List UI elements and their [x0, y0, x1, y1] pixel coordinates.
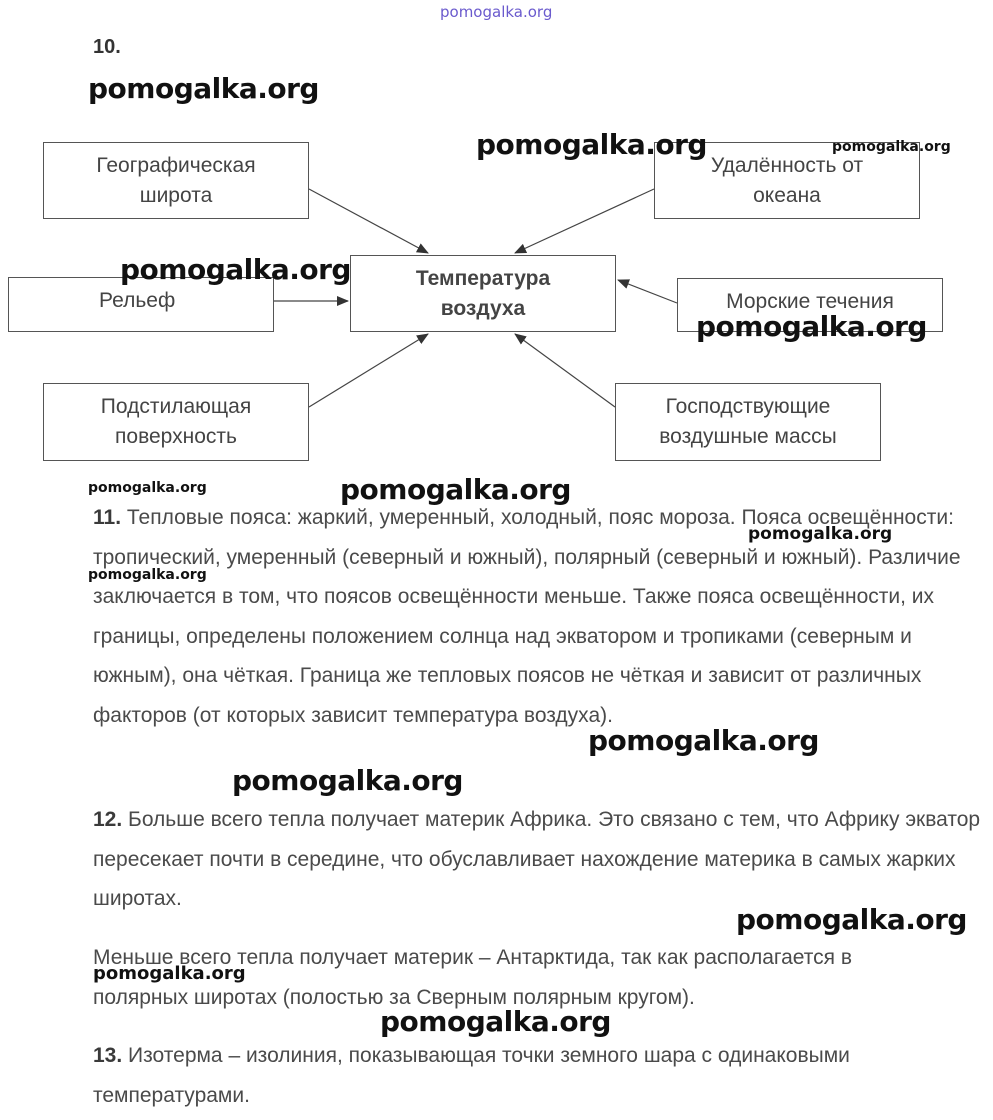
arrow-sea-currents	[618, 280, 677, 303]
watermark: pomogalka.org	[120, 253, 351, 286]
task-12-number: 12.	[93, 808, 123, 831]
watermark: pomogalka.org	[832, 139, 951, 155]
box-air-temperature-line1: Температура	[415, 266, 551, 290]
task-12-text-2: Меньше всего тепла получает материк – Антарктида, так как располагается в полярных широтах (полостью за Сверным полярным кругом).	[93, 946, 853, 1009]
task-13-paragraph	[93, 1036, 953, 1115]
watermark-top: pomogalka.org	[440, 3, 553, 21]
box-geographic-latitude-line2: широта	[139, 183, 213, 207]
box-underlying-surface-line2: поверхность	[115, 425, 237, 448]
watermark: pomogalka.org	[736, 903, 967, 936]
box-air-masses-line2: воздушные массы	[659, 425, 837, 448]
box-sea-currents-label: Морские течения	[726, 290, 894, 313]
watermark: pomogalka.org	[476, 128, 707, 161]
watermark: pomogalka.org	[88, 567, 207, 583]
box-ocean-distance-line2: океана	[753, 183, 821, 207]
task-12-text: Больше всего тепла получает материк Африка. Это связано с тем, что Африку экватор пересекает почти в середине, что обуславливает нахождение материка в самых жарких широтах.	[93, 808, 981, 910]
box-underlying-surface-line1: Подстилающая	[100, 395, 252, 418]
watermark: pomogalka.org	[380, 1005, 611, 1038]
task-10-number: 10.	[93, 36, 121, 58]
box-ocean-distance-line1: Удалённость от	[710, 153, 864, 177]
task-13-text: Изотерма – изолиния, показывающая точки земного шара с одинаковыми температурами.	[93, 1044, 850, 1107]
box-air-masses-line1: Господствующие	[665, 395, 831, 418]
box-geographic-latitude-line1: Географическая	[96, 153, 256, 177]
arrow-geo-latitude	[309, 189, 428, 253]
task-13-number: 13.	[93, 1044, 123, 1067]
watermark: pomogalka.org	[696, 310, 927, 343]
arrow-ocean-distance	[515, 189, 654, 253]
arrow-underlying-surface	[309, 334, 428, 407]
watermark: pomogalka.org	[88, 480, 207, 496]
task-11-number: 11.	[93, 506, 122, 529]
box-relief-label: Рельеф	[99, 289, 176, 312]
arrow-air-masses	[515, 334, 615, 407]
watermark: pomogalka.org	[88, 72, 319, 105]
box-air-temperature-line2: воздуха	[440, 296, 526, 320]
task-12-paragraph	[93, 800, 983, 919]
watermark: pomogalka.org	[232, 764, 463, 797]
task-11-text: Тепловые пояса: жаркий, умеренный, холодный, пояс мороза. Пояса освещённости: тропический, умеренный (северный и южный), полярный (северный и южный). Различие заключается в том, что поясов освещённости меньше. Также пояса освещённости, их границы, определены положением солнца над экватором и тропиками (северным и южным), она чёткая. Граница же тепловых поясов не чёткая и зависит от различных факторов (от которых зависит температура воздуха).	[93, 506, 961, 727]
watermark: pomogalka.org	[340, 473, 571, 506]
watermark: pomogalka.org	[748, 524, 893, 544]
watermark: pomogalka.org	[588, 724, 819, 757]
watermark: pomogalka.org	[93, 963, 246, 984]
